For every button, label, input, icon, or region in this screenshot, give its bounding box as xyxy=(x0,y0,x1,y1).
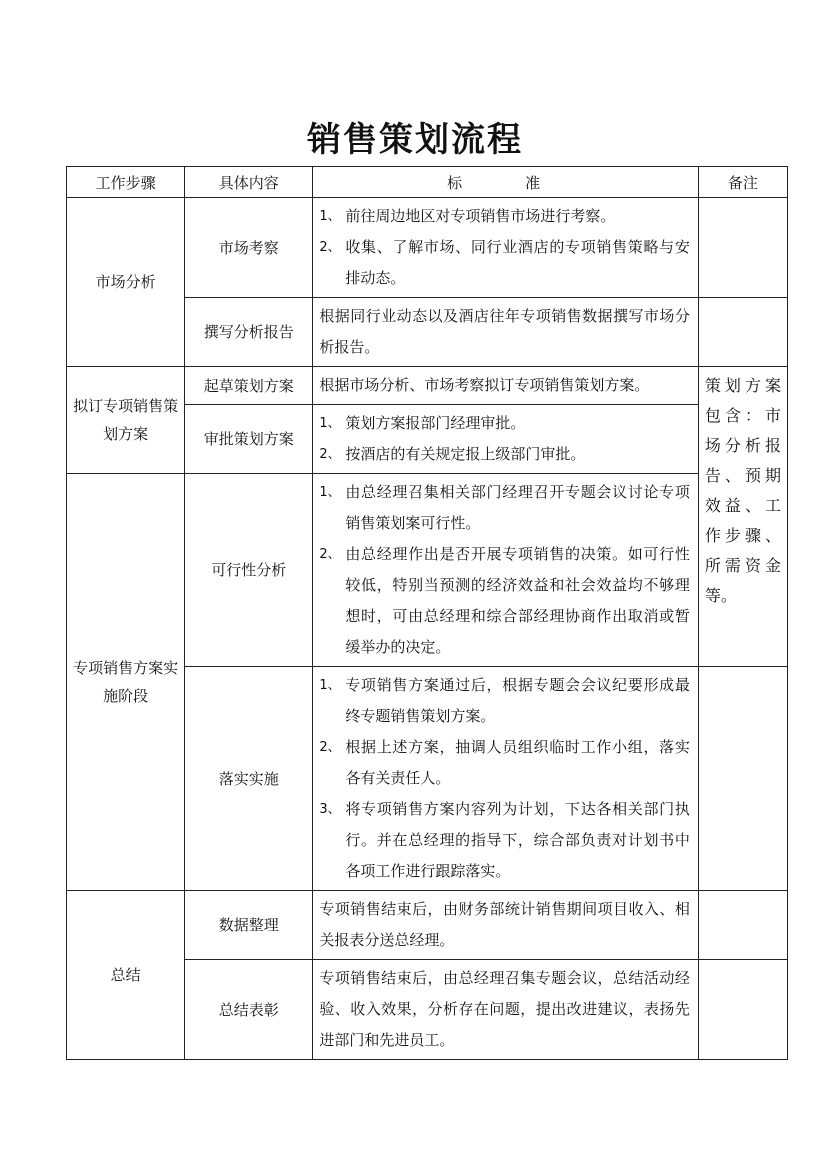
list-item: 2、 由总经理作出是否开展专项销售的决策。如可行性较低，特别当预测的经济效益和社会效益均不够理想时，可由总经理和综合部经理协商作出取消或暂缓举办的决定。 xyxy=(319,545,690,656)
step-cell: 拟订专项销售策划方案 xyxy=(67,367,185,474)
list-item: 1、 由总经理召集相关部门经理召开专题会议讨论专项销售策划案可行性。 xyxy=(319,483,690,532)
step-cell: 专项销售方案实施阶段 xyxy=(67,474,185,891)
list-item: 1、 前往周边地区对专项销售市场进行考察。 xyxy=(319,207,616,225)
page-title: 销售策划流程 xyxy=(307,120,523,160)
table-row xyxy=(67,198,788,298)
standard-cell: 根据同行业动态以及酒店往年专项销售数据撰写市场分析报告。 xyxy=(313,298,699,367)
content-cell: 市场考察 xyxy=(185,198,313,298)
list-item: 3、 将专项销售方案内容列为计划，下达各相关部门执行。并在总经理的指导下，综合部负责对计划书中各项工作进行跟踪落实。 xyxy=(319,800,690,880)
content-cell: 数据整理 xyxy=(185,891,313,960)
table-row xyxy=(67,891,788,960)
standard-cell: 专项销售结束后，由财务部统计销售期间项目收入、相关报表分送总经理。 xyxy=(313,891,699,960)
standard-cell: 根据市场分析、市场考察拟订专项销售策划方案。 xyxy=(313,367,699,405)
table-row xyxy=(67,367,788,405)
header-step: 工作步骤 xyxy=(67,167,185,198)
content-cell: 落实实施 xyxy=(185,667,313,891)
content-cell: 审批策划方案 xyxy=(185,405,313,474)
standard-cell xyxy=(313,474,699,667)
content-cell: 起草策划方案 xyxy=(185,367,313,405)
step-cell: 总结 xyxy=(67,891,185,1060)
standard-cell: 专项销售结束后，由总经理召集专题会议，总结活动经验、收入效果，分析存在问题，提出改进建议，表扬先进部门和先进员工。 xyxy=(313,960,699,1060)
note-cell xyxy=(698,960,787,1060)
header-note: 备注 xyxy=(698,167,787,198)
note-cell: 策划方案包含：市场分析报告、预期效益、工作步骤、所需资金等。 xyxy=(698,367,787,667)
content-cell: 撰写分析报告 xyxy=(185,298,313,367)
content-cell: 总结表彰 xyxy=(185,960,313,1060)
note-cell xyxy=(698,891,787,960)
list-item: 1、 专项销售方案通过后，根据专题会会议纪要形成最终专题销售策划方案。 xyxy=(319,676,690,725)
header-content: 具体内容 xyxy=(185,167,313,198)
note-cell xyxy=(698,198,787,298)
list-item: 1、 策划方案报部门经理审批。 xyxy=(319,414,526,432)
note-cell xyxy=(698,298,787,367)
sales-planning-table xyxy=(66,166,788,1060)
note-cell xyxy=(698,667,787,891)
table-row xyxy=(67,474,788,667)
step-cell: 市场分析 xyxy=(67,198,185,367)
content-cell: 可行性分析 xyxy=(185,474,313,667)
standard-cell xyxy=(313,405,699,474)
list-item: 2、 收集、了解市场、同行业酒店的专项销售策略与安排动态。 xyxy=(319,238,690,287)
table-header-row xyxy=(67,167,788,198)
header-standard: 标 准 xyxy=(313,167,699,198)
standard-cell xyxy=(313,198,699,298)
list-item: 2、 根据上述方案，抽调人员组织临时工作小组，落实各有关责任人。 xyxy=(319,738,690,787)
list-item: 2、 按酒店的有关规定报上级部门审批。 xyxy=(319,445,586,463)
standard-cell xyxy=(313,667,699,891)
